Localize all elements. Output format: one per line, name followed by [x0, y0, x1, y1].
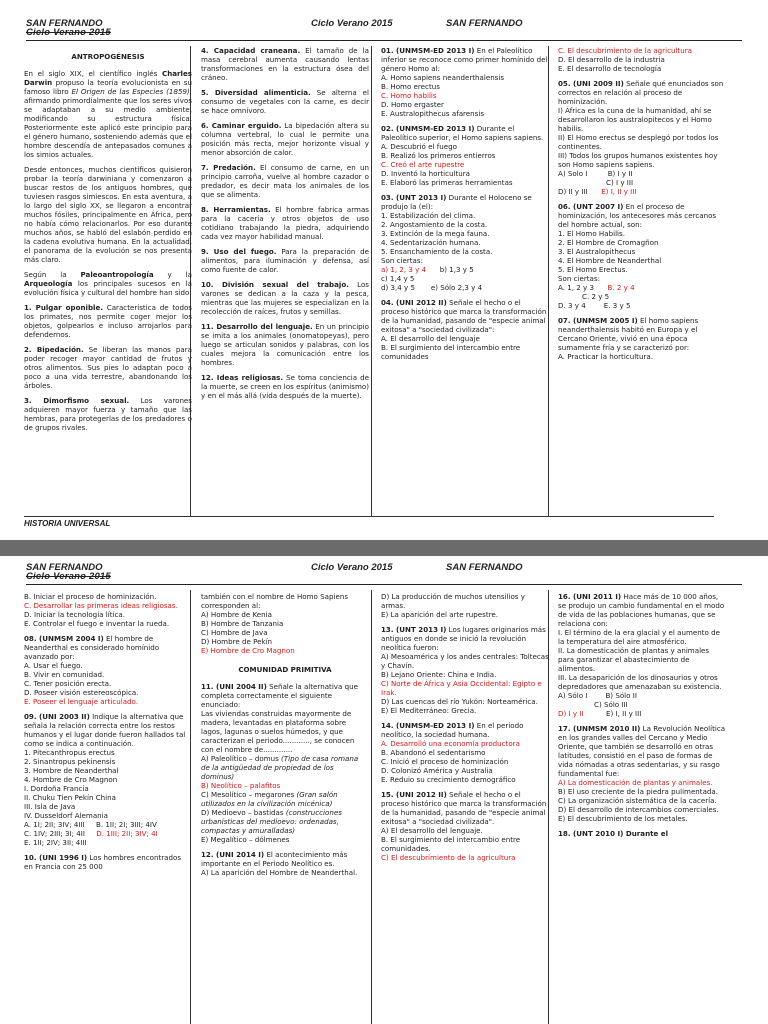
option: C) I y III — [606, 178, 634, 187]
page-header — [26, 16, 742, 46]
option: 2. Sinantropus pekinensis — [24, 757, 116, 766]
option: E) El Mediterráneo: Grecia. — [381, 706, 477, 715]
option: 4. Sedentarización humana. — [381, 238, 481, 247]
option: E) La aparición del arte rupestre. — [381, 610, 498, 619]
header-left-title: SAN FERNANDO — [26, 18, 103, 29]
question: 13. (UNT 2013 I) Los lugares originarios más antiguos en donde se inició la revolución neolítica fueron: — [381, 625, 546, 652]
option: E. Australopithecus afarensis — [381, 109, 485, 118]
option: A. Usar el fuego. — [24, 661, 83, 670]
option-row: A) Sólo I B) Sólo II — [558, 691, 637, 700]
question: 02. (UNMSM-ED 2013 I) Durante el Paleolítico superior, el Homo sapiens sapiens. — [381, 124, 544, 142]
option: II) El Homo erectus se desplegó por todos los continentes. — [558, 133, 719, 151]
option-row: d) 3,4 y 5 e) Sólo 2,3 y 4 — [381, 283, 483, 292]
header-rule — [26, 584, 742, 585]
list-item: 7. Predación. El consumo de carne, en un principio carroña, vuelve al hombre cazador o predador, es decir mata los animales de los que se alimenta. — [201, 163, 369, 199]
answer-option: C) Norte de África y Asia Occidental: Egipto e Irak. — [381, 679, 542, 697]
column-3 — [381, 592, 549, 862]
option: C) Sólo III — [594, 700, 628, 709]
question-stem: Las viviendas construidas mayormente de madera, levantadas en plataforma sobre lagos, lagunas o suelos húmedos, y que caracterizan el periodo............, se conocen con el nombre de............. — [201, 709, 355, 754]
option: A. Descubrió el fuego — [381, 142, 457, 151]
answer-option: E) Hombre de Cro Magnon — [201, 646, 295, 655]
header-rule — [26, 40, 742, 41]
column-divider — [371, 590, 372, 1024]
option: 3. Hombre de Neanderthal — [24, 766, 119, 775]
option-label: Son ciertas: — [558, 274, 600, 283]
question: 17. (UNMSM 2010 II) La Revolución Neolítica en los grandes valles del Cercano y Medio Oriente, que también se desarrolló en otras latitudes, consistió en el paso de formas de vida nómadas a otras sedentarias, y su rasgo fundamental fue: — [558, 724, 726, 778]
question: 09. (UNI 2003 II) Indique la alternativa que señala la relación correcta entre los restos humanos y el lugar donde fueron hallados tal como se indica a continuación. — [24, 712, 186, 748]
option: A) El desarrollo del lenguaje. — [381, 826, 483, 835]
option: E. 1II; 2IV; 3II; 4III — [24, 838, 87, 847]
option: D. Colonizó América y Australia — [381, 766, 493, 775]
list-item: 8. Herramientas. El hombre fabrica armas para la cacería y otros objetos de uso cotidiano trabajando la piedra, adquiriendo cada vez mayor habilidad manual. — [201, 205, 370, 241]
paragraph: Según la Paleoantropología y la Arqueología los principales sucesos en la evolución física y cultural del hombre han sido: — [24, 270, 192, 297]
column-1 — [24, 46, 192, 438]
answer-option: C. El descubrimiento de la agricultura — [558, 46, 692, 55]
question: 05. (UNI 2009 II) Señale qué enunciados son correctos en relación al proceso de hominización. — [558, 79, 724, 106]
list-item: 12. Ideas religiosas. Se toma conciencia de la muerte, se creen en los espíritus (animismo) y en el más allá (vida después de la muerte). — [201, 373, 369, 400]
option: E. El desarrollo de tecnología — [558, 64, 662, 73]
option-row: C. 1IV; 2III; 3I; 4II D. 1III; 2II; 3IV; 4I — [24, 829, 158, 838]
column-4 — [558, 592, 726, 838]
list-item: 4. Capacidad craneana. El tamaño de la masa cerebral aumenta causando lentas transformaciones en la estructura ósea del cráneo. — [201, 46, 369, 82]
question: 07. (UNMSM 2005 I) El homo sapiens neanderthalensis habitó en Europa y el Cercano Oriente, vivió en una época sumamente fría y se caracterizó por: — [558, 316, 699, 352]
answer-option: E. Poseer el lenguaje articulado. — [24, 697, 139, 706]
answer-option: C. Homo habilis — [381, 91, 437, 100]
question: 16. (UNI 2011 I) Hace más de 10 000 años, se produjo un cambio fundamental en el modo de vida de las poblaciones humanas, que se relaciona con: — [558, 592, 725, 628]
option: C. Inició el proceso de hominización — [381, 757, 509, 766]
question: 14. (UNMSM-ED 2013 I) En el periodo neolítico, la sociedad humana. — [381, 721, 524, 739]
option: I) África es la cuna de la humanidad, ahí se desarrollaron los australopitecos y el Homo habilis. — [558, 106, 712, 133]
option: A) Paleolítico – domus (Tipo de casa romana de la antigüedad de propiedad de los dominus) — [201, 754, 359, 781]
option: D) Medioevo – bastidas (construcciones urbanísticas del medioevo: ordenadas, compactas y amuralladas) — [201, 808, 342, 835]
option: IV. Dusseldorf Alemania — [24, 811, 108, 820]
option: E. Controlar el fuego e inventar la rueda. — [24, 619, 170, 628]
option: 5. Ensanchamiento de la costa. — [381, 247, 493, 256]
option: D) Hombre de Pekín — [201, 637, 273, 646]
option: A) La aparición del Hombre de Neanderthal. — [201, 868, 358, 877]
option-row: D. 3 y 4 E. 3 y 5 — [558, 301, 631, 310]
option: III. Isla de Java — [24, 802, 76, 811]
option-label: Son ciertas: — [381, 256, 423, 265]
option: c) 1,4 y 5 — [381, 274, 415, 283]
option: B) Lejano Oriente: China e India. — [381, 670, 497, 679]
option: A. El desarrollo del lenguaje — [381, 334, 480, 343]
header-left-title: SAN FERNANDO — [26, 562, 103, 573]
option: A. Practicar la horticultura. — [558, 352, 653, 361]
question-continuation: también con el nombre de Homo Sapiens corresponden al: — [201, 592, 349, 610]
option: C. Tener posición erecta. — [24, 679, 112, 688]
option: D. Iniciar la tecnología lítica. — [24, 610, 125, 619]
list-item: 2. Bipedación. Se liberan las manos para poder recoger mayor cantidad de frutos y otros alimentos. Sus pies lo adaptan poco a poco a una vida terrestre, abandonando los árboles. — [24, 345, 192, 390]
list-item: 10. División sexual del trabajo. Los varones se dedican a la caza y la pesca, mientras que las mujeres se especializan en la recolección de raíces, frutos y semillas. — [201, 280, 370, 316]
question: 11. (UNI 2004 II) Señale la alternativa que completa correctamente el siguiente enunciado: — [201, 682, 358, 709]
header-center: Ciclo Verano 2015 — [311, 18, 393, 29]
option-row: D) II y III E) I, II y III — [558, 187, 637, 196]
option-row: D) I y II E) I, II y III — [558, 709, 642, 718]
option: II. Chuku Tien Pekín China — [24, 793, 116, 802]
question: 10. (UNI 1996 I) Los hombres encontrados en Francia con 25 000 — [24, 853, 182, 871]
page-2 — [0, 556, 768, 1024]
list-item: 3. Dimorfismo sexual. Los varones adquieren mayor fuerza y tamaño que las hembras, para protegerlas de los predadores o de grupos rivales. — [24, 396, 192, 432]
option: D) El desarrollo de intercambios comerciales. — [558, 805, 719, 814]
option: D. El desarrollo de la industria — [558, 55, 665, 64]
list-item: 11. Desarrollo del lenguaje. En un principio se imita a los animales (onomatopeyas), pero luego se articulan sonidos y palabras, con los cuales mejora la comunicación entre los hombres. — [201, 322, 369, 367]
answer-option: C) El descubrimiento de la agricultura — [381, 853, 516, 862]
column-2 — [201, 46, 369, 406]
option: 1. Pitecanthropus erectus — [24, 748, 115, 757]
question: 06. (UNT 2007 I) En el proceso de hominización, los antecesores más cercanos del hombre actual, son: — [558, 202, 717, 229]
option: I. El término de la era glacial y el aumento de la temperatura del aire atmosférico. — [558, 628, 720, 646]
option-row: A) Solo I B) I y II — [558, 169, 633, 178]
answer-option: A) La domesticación de plantas y animales. — [558, 778, 713, 787]
paragraph: Desde entonces, muchos científicos quisieron probar la teoría darwiniana y comenzaron a buscar restos de los antiguos hombres, que tuviesen rasgos simiescos. En esta aventura, a lo largo del siglo XX, se llegaron a encontrar muchos fósiles, principalmente en África, pero no había cómo relacionarlos. Por eso durante muchos años, se habló del eslabón perdido en la cadena evolutiva humana. En la actualidad, el panorama de la evolución se nos presenta más claro. — [24, 165, 192, 264]
option: I. Dordoña Francia — [24, 784, 89, 793]
option: II. La domesticación de plantas y animales para garantizar el abastecimiento de alimentos. — [558, 646, 710, 673]
option: 2. Angostamiento de la costa. — [381, 220, 488, 229]
column-2 — [201, 592, 369, 877]
option: III. La desaparición de los dinosaurios y otros depredadores que amenazaban su existencia. — [558, 673, 722, 691]
column-4 — [558, 46, 726, 361]
option: 5. El Homo Erectus. — [558, 265, 628, 274]
question: 03. (UNT 2013 I) Durante el Holoceno se produjo la (el): — [381, 193, 532, 211]
option: B. Realizó los primeros entierros — [381, 151, 496, 160]
section-title: ANTROPOGÉNESIS — [71, 52, 145, 61]
list-item: 5. Diversidad alimenticia. Se alterna el consumo de vegetales con la carne, es decir se hace omnívoro. — [201, 88, 369, 115]
option: D) Las cuencas del río Yukón: Norteamérica. — [381, 697, 538, 706]
question: 01. (UNMSM-ED 2013 I) En el Paleolítico inferior se reconoce como primer homínido del género Homo al: — [381, 46, 548, 73]
option: 4. El Hombre de Neanderthal — [558, 256, 662, 265]
option: E) El descubrimiento de los metales. — [558, 814, 688, 823]
option: 3. El Australopithecus — [558, 247, 636, 256]
option: B. Vivir en comunidad. — [24, 670, 105, 679]
list-item: 9. Uso del fuego. Para la preparación de alimentos, para iluminación y defensa, así como fuente de calor. — [201, 247, 369, 274]
option: C) La organización sistemática de la cacería. — [558, 796, 717, 805]
question: 12. (UNI 2014 I) El acontecimiento más importante en el Periodo Neolítico es. — [201, 850, 348, 868]
option: 1. Estabilización del clima. — [381, 211, 476, 220]
option: 3. Extinción de la mega fauna. — [381, 229, 490, 238]
option: B. Abandonó el sedentarismo — [381, 748, 486, 757]
option: 2. El Hombre de Cromagñon — [558, 238, 659, 247]
option: E. Elaboró las primeras herramientas — [381, 178, 513, 187]
answer-option: B) Neolítico – palafitos — [201, 781, 281, 790]
option: B. Homo erectus — [381, 82, 440, 91]
option-row: a) 1, 2, 3 y 4 b) 1,3 y 5 — [381, 265, 474, 274]
column-divider — [371, 46, 372, 516]
header-right: SAN FERNANDO — [446, 18, 523, 29]
option: B. El surgimiento del intercambio entre comunidades — [381, 343, 521, 361]
option: B) El uso creciente de la piedra pulimentada. — [558, 787, 719, 796]
paragraph: En el siglo XIX, el científico inglés Charles Darwin propuso la teoría evolucionista en su famoso libro El Origen de las Especies (1859), afirmando primordialmente que los seres vivos se adaptaban a su medio ambiente, modificando su estructura física. Posteriormente este aplicó este principio para el género humano, sosteniendo además que el hombre descendía de antepasados comunes a los simios actuales. — [24, 69, 193, 159]
header-center: Ciclo Verano 2015 — [311, 562, 393, 573]
option: D. Poseer visión estereoscópica. — [24, 688, 139, 697]
header-right: SAN FERNANDO — [446, 562, 523, 573]
option: A) Mesoamérica y los andes centrales: Toltecas y Chavín. — [381, 652, 549, 670]
option: B) Hombre de Tanzania — [201, 619, 284, 628]
question: 18. (UNT 2010 I) Durante el — [558, 829, 669, 838]
option-row: A. 1I; 2II; 3IV; 4III B. 1II; 2I; 3III; 4IV — [24, 820, 157, 829]
option: B. Iniciar el proceso de hominización. — [24, 592, 157, 601]
answer-option: A. Desarrolló una economía productora — [381, 739, 520, 748]
question: 15. (UNI 2012 II) Señale el hecho o el proceso histórico que marca la transformación de la humanidad, pasando de "especie animal exitosa" a "sociedad civilizada". — [381, 790, 547, 826]
option-row: A. 1, 2 y 3 B. 2 y 4 — [558, 283, 635, 292]
option: 1. El Homo Habilis. — [558, 229, 625, 238]
option: C) Mesolítico – megarones (Gran salón utilizados en la civilización micénica) — [201, 790, 338, 808]
section-title: COMUNIDAD PRIMITIVA — [238, 665, 332, 674]
option: E) Megalítico – dólmenes — [201, 835, 290, 844]
answer-option: C. Creó el arte rupestre — [381, 160, 465, 169]
option: B. El surgimiento del intercambio entre comunidades. — [381, 835, 521, 853]
column-3 — [381, 46, 549, 361]
question: 08. (UNMSM 2004 I) El hombre de Neanderthal es considerado homínido avanzado por: — [24, 634, 160, 661]
page-footer: HISTORIA UNIVERSAL — [24, 519, 111, 528]
column-1 — [24, 592, 192, 871]
option: III) Todos los grupos humanos existentes hoy son Homo sapiens sapiens. — [558, 151, 718, 169]
option: 4. Hombre de Cro Magnon — [24, 775, 118, 784]
answer-option: C. Desarrollar las primeras ideas religiosas. — [24, 601, 178, 610]
list-item: 1. Pulgar oponible. Característica de todos los primates, nos permite coger mejor los objetos, golpearlos e incluso arrojarlos para defendernos. — [24, 303, 192, 339]
option: E. Reduio su crecimiento demográfico — [381, 775, 516, 784]
footer-rule — [24, 516, 714, 517]
header-left-subtitle: Ciclo Verano 2015 — [26, 571, 111, 582]
page-header — [26, 560, 742, 590]
option: A) Hombre de Kenia — [201, 610, 272, 619]
option: D. Homo ergaster — [381, 100, 444, 109]
option: D. Inventó la horticultura — [381, 169, 470, 178]
question: 04. (UNI 2012 II) Señale el hecho o el proceso histórico que marca la transformación de la humanidad, pasando de "especie animal exitosa" a "sociedad civilizada": — [381, 298, 547, 334]
option: D) La producción de muchos utensilios y armas. — [381, 592, 525, 610]
list-item: 6. Caminar erguido. La bipedación altera su columna vertebral, lo cual le permite una posición más recta, mejor horizonte visual y menor absorción de calor. — [201, 121, 369, 157]
option: A. Homo sapiens neanderthalensis — [381, 73, 505, 82]
option: C) Hombre de Java — [201, 628, 268, 637]
option: C. 2 y 5 — [582, 292, 610, 301]
header-left-subtitle: Ciclo Verano 2015 — [26, 27, 111, 38]
